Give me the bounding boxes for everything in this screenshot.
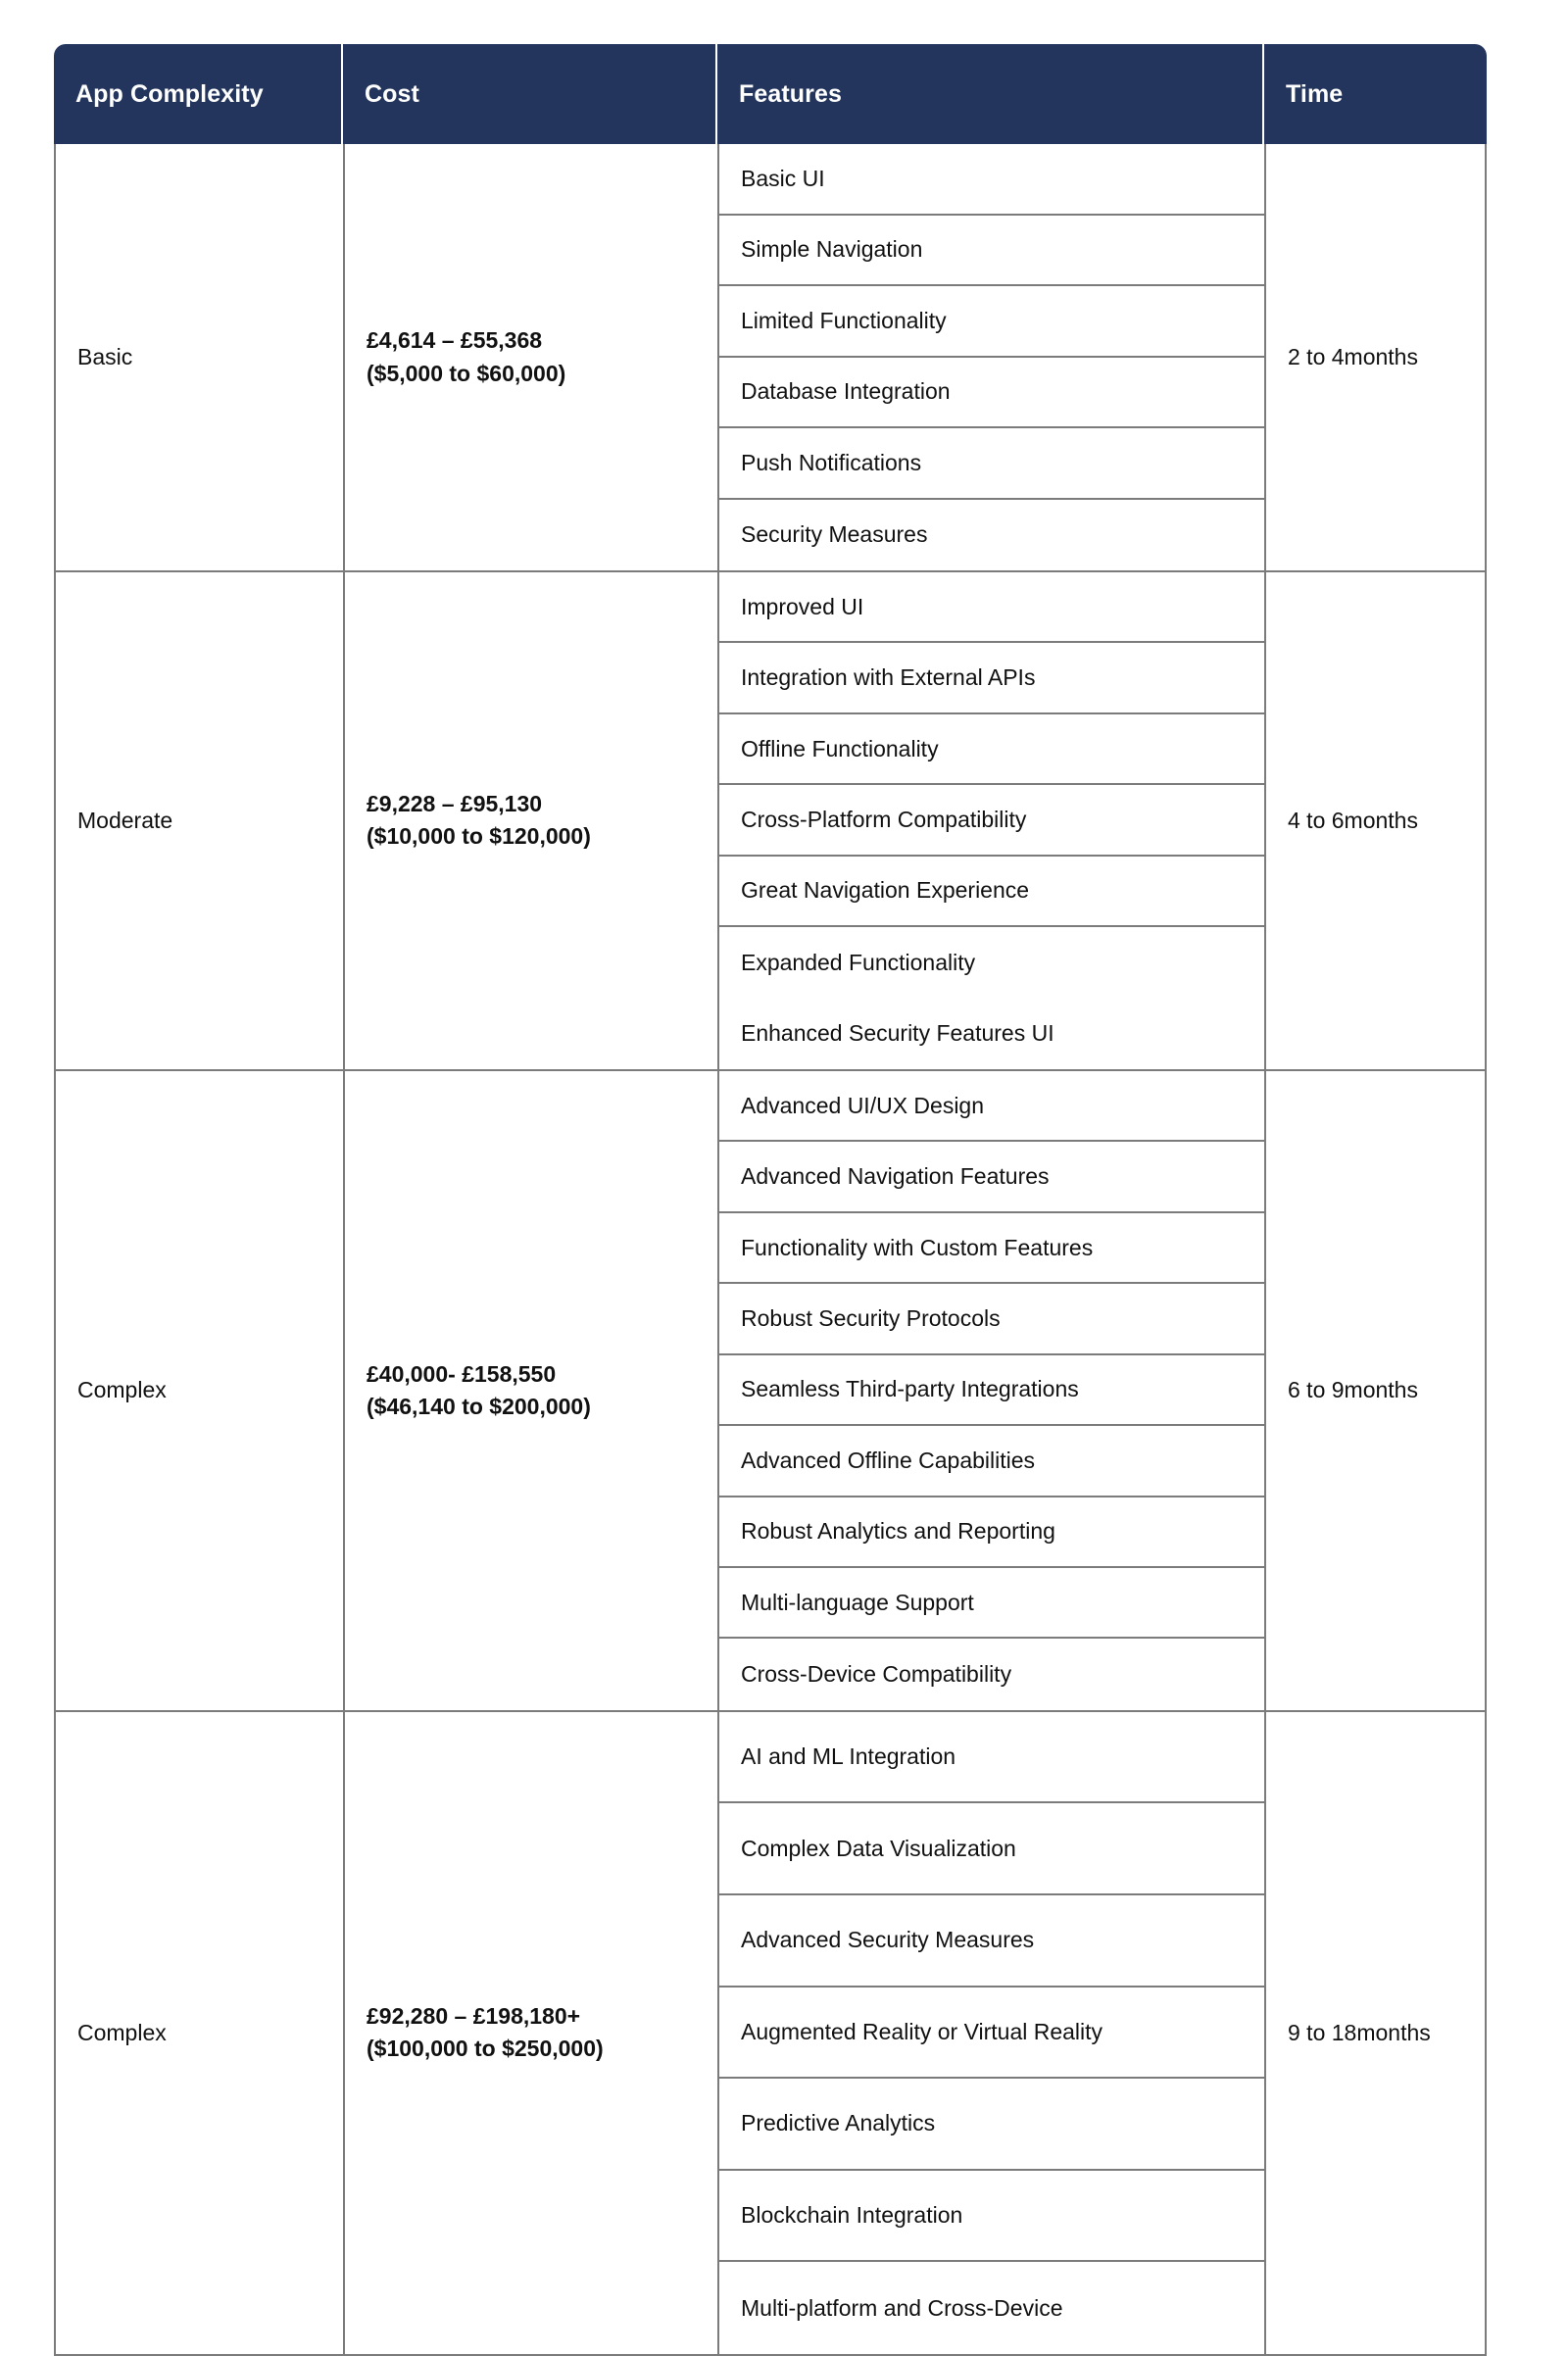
features-list	[719, 1071, 1264, 1710]
cell-time	[1264, 1071, 1487, 1712]
cell-app-complexity	[54, 1071, 343, 1712]
column-header-cost: Cost	[343, 44, 717, 144]
feature-item: Improved UI	[719, 572, 1264, 643]
feature-item: Advanced Offline Capabilities	[719, 1426, 1264, 1497]
app-complexity-value: Complex	[77, 2019, 167, 2045]
app-cost-comparison-table	[54, 44, 1487, 2356]
table-row	[54, 1071, 1487, 1712]
column-header-time: Time	[1264, 44, 1487, 144]
time-value: 2 to 4months	[1288, 343, 1418, 369]
features-list	[719, 144, 1264, 570]
header-row	[54, 44, 1487, 144]
feature-item: Blockchain Integration	[719, 2171, 1264, 2263]
cell-features	[717, 144, 1264, 572]
feature-item: Advanced Navigation Features	[719, 1142, 1264, 1212]
feature-item: Offline Functionality	[719, 714, 1264, 785]
feature-item: Augmented Reality or Virtual Reality	[719, 1988, 1264, 2080]
feature-item: Robust Security Protocols	[719, 1284, 1264, 1354]
feature-item: Integration with External APIs	[719, 643, 1264, 713]
feature-item: Seamless Third-party Integrations	[719, 1355, 1264, 1426]
feature-item: Multi-platform and Cross-Device	[741, 2294, 1063, 2321]
cost-line-usd: ($46,140 to $200,000)	[367, 1393, 591, 1419]
table-row	[54, 572, 1487, 1071]
feature-item: Database Integration	[719, 358, 1264, 429]
feature-item: Multi-language Support	[719, 1568, 1264, 1639]
feature-item: Basic UI	[719, 144, 1264, 216]
feature-item: Push Notifications	[719, 428, 1264, 500]
feature-item: Predictive Analytics	[719, 2079, 1264, 2171]
cell-app-complexity	[54, 1712, 343, 2356]
feature-item: Security Measures	[741, 521, 928, 548]
cost-line-gbp: £40,000- £158,550	[367, 1360, 557, 1387]
column-header-app-complexity: App Complexity	[54, 44, 343, 144]
column-header-features: Features	[717, 44, 1264, 144]
feature-item: AI and ML Integration	[719, 1712, 1264, 1804]
cost-value	[367, 324, 717, 390]
time-value: 6 to 9months	[1288, 1377, 1418, 1403]
feature-item: Cross-Platform Compatibility	[719, 785, 1264, 856]
app-complexity-value: Basic	[77, 343, 133, 369]
features-list	[719, 572, 1264, 1069]
cell-features	[717, 572, 1264, 1071]
cell-time	[1264, 572, 1487, 1071]
feature-item: Simple Navigation	[719, 216, 1264, 287]
feature-item: Cross-Device Compatibility	[741, 1661, 1012, 1688]
cell-cost	[343, 572, 717, 1071]
feature-item: Great Navigation Experience	[719, 857, 1264, 927]
cell-time	[1264, 144, 1487, 572]
cost-line-usd: ($5,000 to $60,000)	[367, 360, 566, 386]
table-body	[54, 144, 1487, 2356]
cost-value	[367, 788, 717, 854]
feature-item: Enhanced Security Features UI	[741, 1020, 1054, 1047]
cell-features	[717, 1712, 1264, 2356]
time-value: 9 to 18months	[1288, 2019, 1431, 2045]
cost-line-gbp: £4,614 – £55,368	[367, 327, 543, 354]
time-value: 4 to 6months	[1288, 807, 1418, 833]
table-header	[54, 44, 1487, 144]
cost-line-usd: ($100,000 to $250,000)	[367, 2036, 604, 2062]
cell-cost	[343, 1071, 717, 1712]
feature-item: Robust Analytics and Reporting	[719, 1497, 1264, 1568]
feature-item: Functionality with Custom Features	[719, 1213, 1264, 1284]
feature-item: Complex Data Visualization	[719, 1803, 1264, 1895]
table-row	[54, 1712, 1487, 2356]
cell-time	[1264, 1712, 1487, 2356]
cost-value	[367, 2000, 717, 2066]
feature-item: Limited Functionality	[719, 286, 1264, 358]
app-complexity-value: Complex	[77, 1377, 167, 1403]
cell-features	[717, 1071, 1264, 1712]
app-complexity-value: Moderate	[77, 807, 173, 833]
cell-app-complexity	[54, 572, 343, 1071]
cost-line-gbp: £92,280 – £198,180+	[367, 2003, 581, 2030]
feature-item: Advanced UI/UX Design	[719, 1071, 1264, 1142]
cell-app-complexity	[54, 144, 343, 572]
feature-item: Expanded Functionality	[741, 949, 976, 975]
table-row	[54, 144, 1487, 572]
cost-line-gbp: £9,228 – £95,130	[367, 791, 543, 817]
cell-cost	[343, 144, 717, 572]
cell-cost	[343, 1712, 717, 2356]
features-list	[719, 1712, 1264, 2354]
cost-line-usd: ($10,000 to $120,000)	[367, 823, 591, 850]
cost-value	[367, 1358, 717, 1424]
cost-comparison-table-wrapper	[54, 44, 1487, 2356]
feature-item: Advanced Security Measures	[719, 1895, 1264, 1988]
